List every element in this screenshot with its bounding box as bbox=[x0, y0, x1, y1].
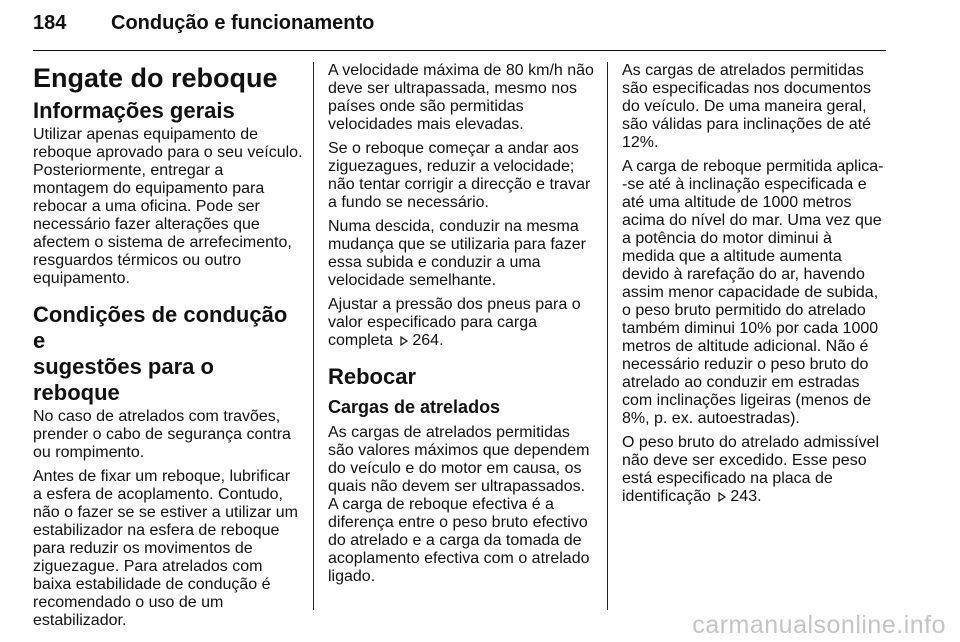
lubrication-paragraph: Antes de fixar um reboque, lubrificar a esfera de acoplamento. Contudo, não o fazer se se estiver a utilizar um estabilizador na esfera de reboque para reduzir os movimentos de ziguezague. Para atrelados com baixa estabilidade de condução é recomendado o uso de um estabilizador. bbox=[33, 468, 299, 629]
descent-paragraph: Numa descida, conduzir na mesma mudança que se utilizaria para fazer essa subida e conduzir a uma velocidade semelhante. bbox=[328, 218, 586, 289]
page-header bbox=[33, 6, 886, 46]
header-rule bbox=[33, 50, 886, 51]
snaking-paragraph: Se o reboque começar a andar aos ziguezagues, reduzir a velocidade; não tentar corrigir a direcção e travar a fundo se necessário. bbox=[328, 140, 591, 211]
page-number: 184 bbox=[33, 12, 67, 34]
general-paragraph: Utilizar apenas equipamento de reboque aprovado para o seu veículo. Posteriormente, entregar a montagem do equipamento para rebocar a uma oficina. Pode ser necessário fazer alterações que afectem o sistema de arrefecimento, resguardos térmicos ou outro equipamento. bbox=[33, 126, 303, 287]
page-reference[interactable]: 243. bbox=[730, 488, 762, 505]
tyre-pressure-paragraph bbox=[328, 296, 598, 350]
reference-arrow-icon bbox=[717, 492, 727, 502]
column-divider bbox=[607, 62, 608, 610]
tyre-pressure-text: Ajustar a pressão dos pneus para o valor especificado para carga completa bbox=[328, 296, 581, 349]
trailer-loads-paragraph: As cargas de atrelados permitidas são valores máximos que dependem do veículo e do motor em causa, os quais não devem ser ultrapassados. A carga de reboque efectiva é a diferença entre o peso bruto efectivo do atrelado e a carga da tomada de acoplamento efectiva com o atrelado ligado. bbox=[328, 424, 590, 585]
driving-heading-line: sugestões para o reboque bbox=[33, 354, 214, 405]
running-title: Condução e funcionamento bbox=[111, 12, 375, 34]
column-2 bbox=[328, 62, 598, 592]
towing-heading: Rebocar bbox=[328, 364, 417, 389]
documents-paragraph: As cargas de atrelados permitidas são especificadas nos documentos do veículo. De uma maneira geral, são válidas para inclinações de até 12%. bbox=[622, 62, 872, 151]
column-3 bbox=[622, 62, 888, 512]
watermark: carmanualsonline.info bbox=[692, 611, 946, 639]
altitude-text: -se até à inclinação especificada e até uma altitude de 1000 metros acima do nível do mar. Uma vez que a potência do motor diminui à medida que a altitude aumenta devido à rarefação do ar, havendo assim menor capacidade de subida, o peso bruto permitido do atrelado também diminui 10% por cada 1000 metros de altitude adicional. Não é necessário reduzir o peso bruto do atrelado ao conduzir em estradas com inclinações ligeiras (menos de 8%, p. ex. autoestradas). bbox=[622, 176, 882, 427]
page-reference[interactable]: 264. bbox=[412, 332, 444, 349]
column-1 bbox=[33, 62, 303, 636]
driving-heading-line: Condições de condução e bbox=[33, 302, 288, 353]
safety-cable-paragraph: No caso de atrelados com travões, prender o cabo de segurança contra ou rompimento. bbox=[33, 408, 291, 461]
trailer-loads-heading: Cargas de atrelados bbox=[328, 397, 501, 417]
reference-arrow-icon bbox=[399, 336, 409, 346]
gross-weight-paragraph bbox=[622, 434, 888, 506]
general-heading: Informações gerais bbox=[33, 98, 235, 123]
altitude-text-line: A carga de reboque permitida aplica- bbox=[622, 158, 884, 175]
driving-heading bbox=[33, 302, 303, 406]
speed-paragraph: A velocidade máxima de 80 km/h não deve ser ultrapassada, mesmo nos países onde são permitidas velocidades mais elevadas. bbox=[328, 62, 594, 133]
section-title: Engate do reboque bbox=[33, 63, 278, 93]
altitude-paragraph bbox=[622, 158, 888, 428]
column-divider bbox=[313, 62, 314, 610]
gross-weight-text: O peso bruto do atrelado admissível não deve ser excedido. Esse peso está especificado na placa de identificação bbox=[622, 434, 880, 505]
